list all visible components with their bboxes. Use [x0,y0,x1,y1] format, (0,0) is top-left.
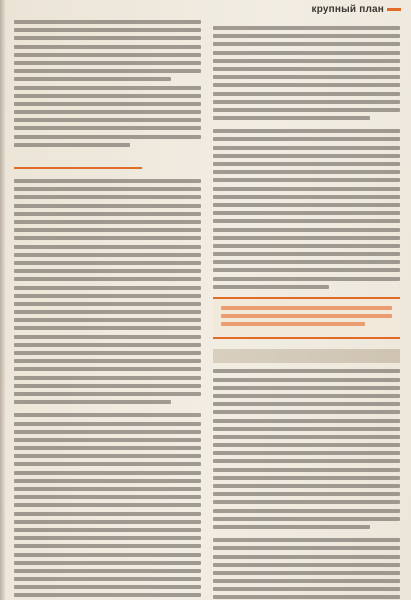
running-head-mark [387,8,401,11]
body-paragraph-placeholder [14,179,201,600]
running-head-label: крупный план [311,4,384,15]
image-strip [213,349,400,363]
body-paragraph-placeholder [213,369,400,600]
body-paragraph-placeholder [213,26,400,289]
article-columns [14,8,401,600]
section-heading-text [14,155,142,169]
page-binding-shadow [0,0,6,600]
body-paragraph-placeholder [14,20,201,147]
pull-quote [213,297,400,340]
left-column [14,20,201,600]
running-head [312,4,401,15]
section-heading [14,155,201,172]
right-column [213,20,400,600]
